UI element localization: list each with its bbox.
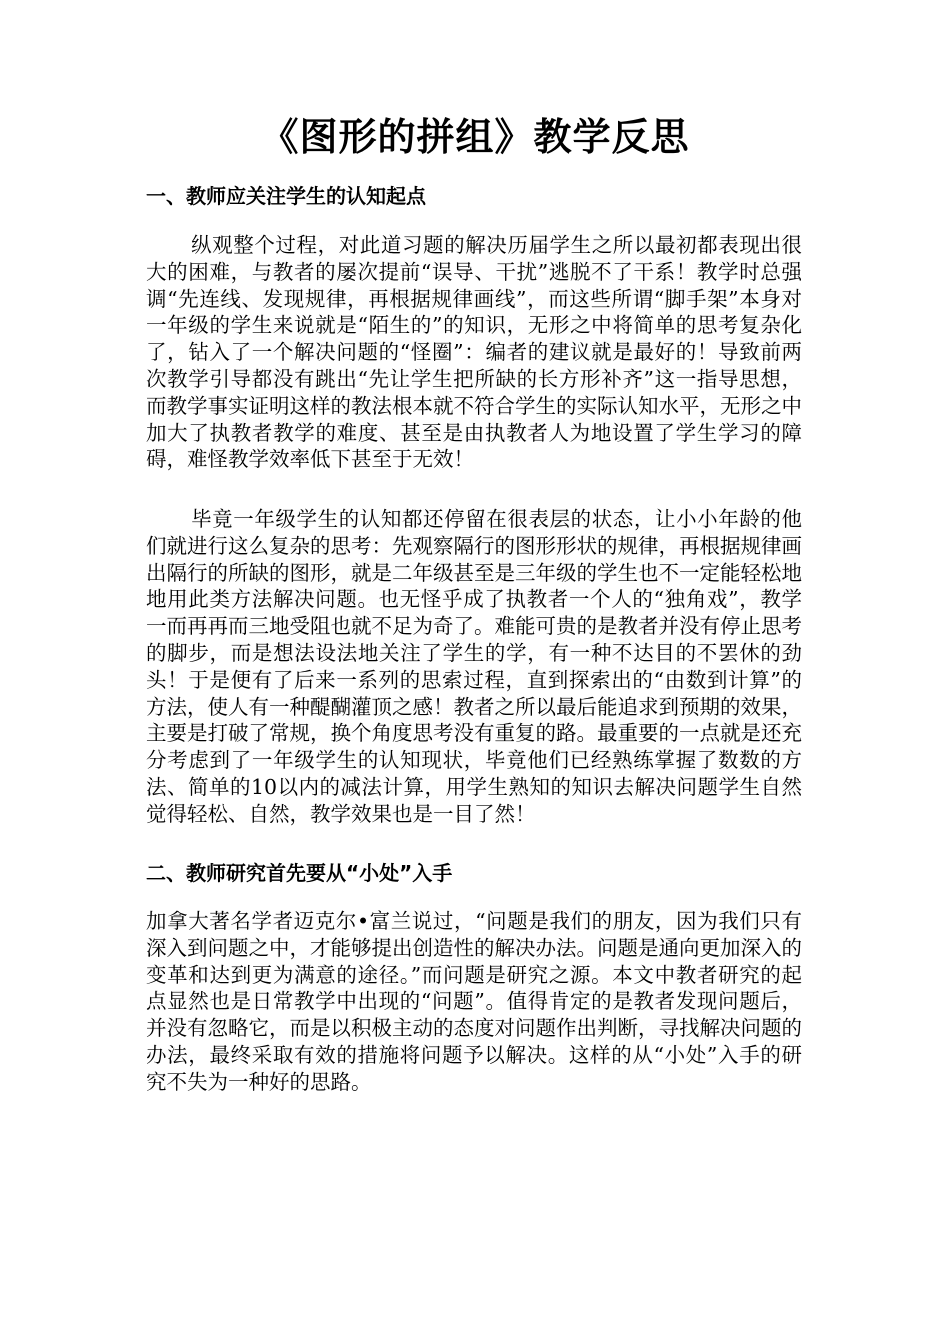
section-1-paragraph-2: 毕竟一年级学生的认知都还停留在很表层的状态，让小小年龄的他们就进行这么复杂的思考：先观察隔行的图形形状的规律，再根据规律画出隔行的所缺的图形，就是二年级甚至是三年级的学生也不一定能轻松地地用此类方法解决问题。也无怪乎成了执教者一个人的“独角戏”，教学一而再再而三地受阻也就不足为奇了。难能可贵的是教者并没有停止思考的脚步，而是想法设法地关注了学生的学，有一种不达目的不罢休的劲头！于是便有了后来一系列的思索过程，直到探索出的“由数到计算”的方法，使人有一种醍醐灌顶之感！教者之所以最后能追求到预期的效果，主要是打破了常规，换个角度思考没有重复的路。最重要的一点就是还充分考虑到了一年级学生的认知现状，毕竟他们已经熟练掌握了数数的方法、简单的10以内的减法计算，用学生熟知的知识去解决问题学生自然觉得轻松、自然，教学效果也是一目了然！ (146, 507, 802, 826)
document-title: 《图形的拼组》教学反思 (260, 114, 690, 159)
section-heading-2: 二、教师研究首先要从“小处”入手 (146, 861, 453, 885)
section-1-paragraph-1: 纵观整个过程，对此道习题的解决历届学生之所以最初都表现出很大的困难，与教者的屡次提前“误导、干扰”逃脱不了干系！教学时总强调“先连线、发现规律，再根据规律画线”，而这些所谓“脚手架”本身对一年级的学生来说就是“陌生的”的知识，无形之中将简单的思考复杂化了，钻入了一个解决问题的“怪圈”：编者的建议就是最好的！导致前两次教学引导都没有跳出“先让学生把所缺的长方形补齐”这一指导思想，而教学事实证明这样的教法根本就不符合学生的实际认知水平，无形之中加大了执教者教学的难度、甚至是由执教者人为地设置了学生学习的障碍，难怪教学效率低下甚至于无效！ (146, 233, 802, 472)
section-2-paragraph-1: 加拿大著名学者迈克尔•富兰说过，“问题是我们的朋友，因为我们只有深入到问题之中，才能够提出创造性的解决办法。问题是通向更加深入的变革和达到更为满意的途径。”而问题是研究之源。本文中教者研究的起点显然也是日常教学中出现的“问题”。值得肯定的是教者发现问题后，并没有忽略它，而是以积极主动的态度对问题作出判断，寻找解决问题的办法，最终采取有效的措施将问题予以解决。这样的从“小处”入手的研究不失为一种好的思路。 (146, 909, 802, 1094)
section-heading-1: 一、教师应关注学生的认知起点 (146, 184, 426, 208)
